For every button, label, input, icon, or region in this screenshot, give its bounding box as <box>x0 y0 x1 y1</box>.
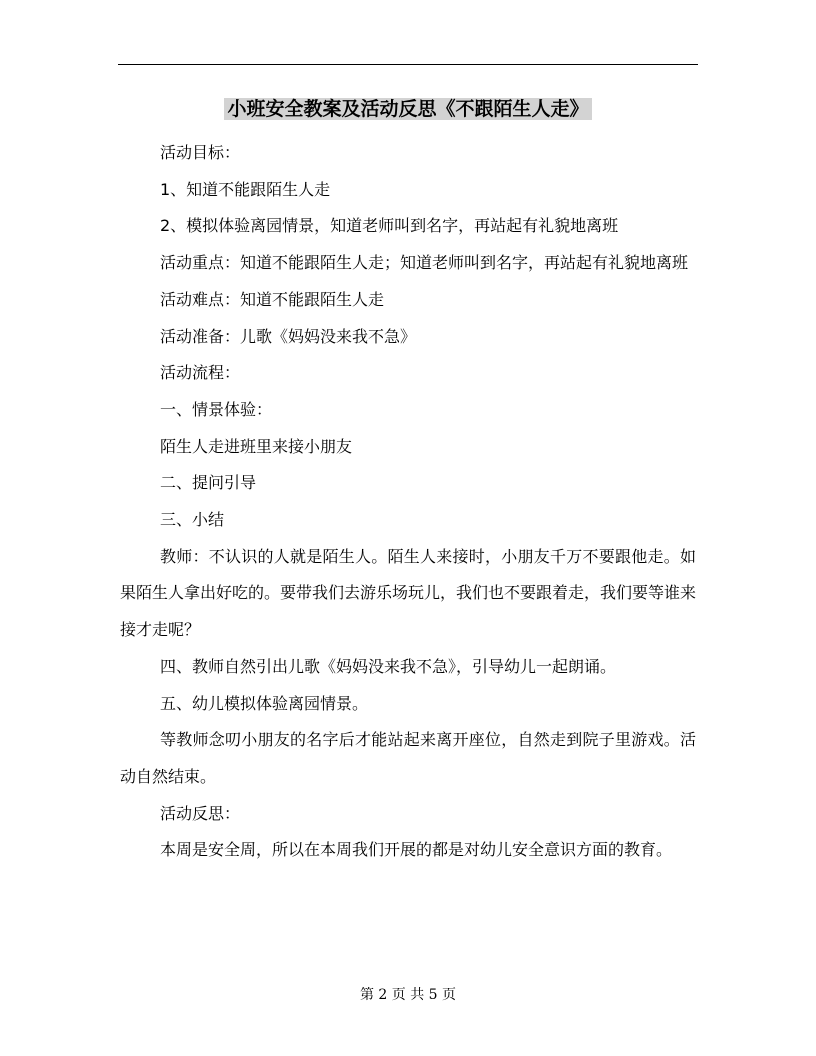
paragraph: 1、知道不能跟陌生人走 <box>160 179 331 199</box>
paragraph: 二、提问引导 <box>160 473 257 493</box>
paragraph: 一、情景体验： <box>160 399 273 419</box>
paragraph: 活动重点：知道不能跟陌生人走；知道老师叫到名字，再站起有礼貌地离班 <box>160 253 689 273</box>
paragraph: 教师：不认识的人就是陌生人。陌生人来接时，小朋友千万不要跟他走。如果陌生人拿出好吃的。要带我们去游乐场玩儿，我们也不要跟着走，我们要等谁来接才走呢？ <box>120 546 697 640</box>
paragraph: 活动反思： <box>160 803 241 823</box>
paragraph: 五、幼儿模拟体验离园情景。 <box>160 693 369 713</box>
page-number-label: 第 2 页 共 5 页 <box>359 987 457 1003</box>
paragraph: 陌生人走进班里来接小朋友 <box>160 436 353 456</box>
paragraph: 活动流程： <box>160 363 241 383</box>
paragraph: 三、小结 <box>160 510 225 530</box>
paragraph: 四、教师自然引出儿歌《妈妈没来我不急》，引导幼儿一起朗诵。 <box>160 656 617 676</box>
paragraph: 活动目标： <box>160 143 241 162</box>
document-title <box>0 94 816 124</box>
paragraph: 活动难点：知道不能跟陌生人走 <box>160 289 385 309</box>
document-title-text: 小班安全教案及活动反思《不跟陌生人走》 <box>224 98 591 120</box>
header-rule <box>118 64 698 65</box>
paragraph: 等教师念叨小朋友的名字后才能站起来离开座位，自然走到院子里游戏。活动自然结束。 <box>120 730 696 786</box>
paragraph: 活动准备：儿歌《妈妈没来我不急》 <box>160 326 417 346</box>
page-footer <box>0 985 816 1005</box>
paragraph: 2、模拟体验离园情景，知道老师叫到名字，再站起有礼貌地离班 <box>160 216 619 236</box>
paragraph: 本周是安全周，所以在本周我们开展的都是对幼儿安全意识方面的教育。 <box>160 840 673 860</box>
document-body <box>120 135 696 869</box>
